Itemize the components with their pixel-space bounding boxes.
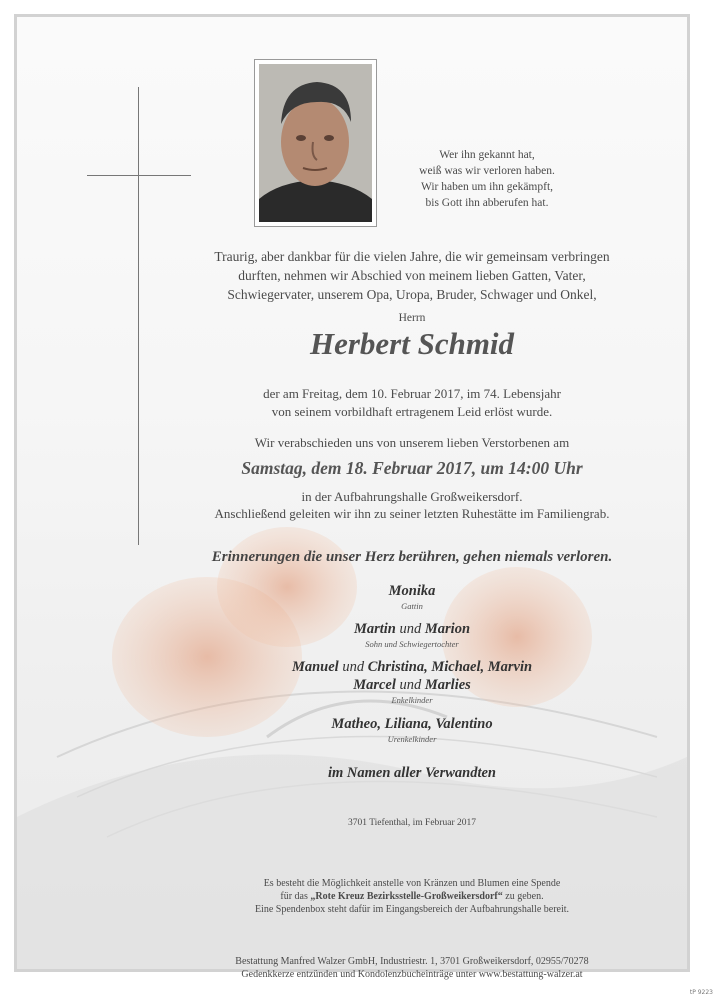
conjunction: und [399,621,422,637]
death-line: von seinem vorbildhaft ertragenem Leid erlöst wurde. [271,404,553,419]
place-and-date: 3701 Tiefenthal, im Februar 2017 [348,818,476,828]
conjunction: und [399,677,422,693]
death-line: der am Freitag, dem 10. Februar 2017, im 74. Lebensjahr [263,386,561,401]
obituary-frame [14,14,690,980]
donation-notice [167,877,657,916]
undertaker-info [167,955,657,981]
death-notice [167,385,657,421]
portrait-image [259,64,372,222]
donation-line: Es besteht die Möglichkeit anstelle von Kränzen und Blumen eine Spende [263,878,561,889]
mourner-name: Marion [424,621,471,637]
mourner-role: Sohn und Schwiegertochter [365,639,459,649]
place-line: Anschließend geleiten wir ihn zu seiner letzten Ruhestätte im Familiengrab. [214,506,610,521]
mourner-great-grandchildren: Matheo, Liliana, Valentino [331,716,493,732]
undertaker-line: Gedenkkerze entzünden und Kondolenzbucheinträge unter www.bestattung-walzer.at [241,969,583,980]
motto: Erinnerungen die unser Herz berühren, gehen niemals verloren. [211,549,613,565]
quote-line: bis Gott ihn abberufen hat. [425,197,549,209]
ceremony-date: Samstag, dem 18. Februar 2017, um 14:00 Uhr [241,458,583,478]
mourner-role: Enkelkinder [391,695,433,705]
quote-line: weiß was wir verloren haben. [419,165,555,177]
mourner-name: Martin [353,621,396,637]
mourner-spouse: Monika [388,583,436,599]
salutation: Herrn [398,312,426,324]
mourner-grandchildren-line2 [217,676,607,694]
mourner-name: Marlies [424,677,471,693]
mourner-children [217,620,607,638]
intro-text [167,247,657,304]
cross-horizontal-bar [87,175,191,176]
conjunction: und [342,659,365,675]
donation-recipient: „Rote Kreuz Bezirksstelle-Großweikersdorf“ [310,891,503,902]
donation-text: für das [280,891,311,902]
quote-line: Wir haben um ihn gekämpft, [420,181,554,193]
cross-vertical-bar [138,87,139,545]
donation-line [167,890,657,903]
mourner-role: Urenkelkinder [387,734,437,744]
mourner-name: Marcel [353,677,396,693]
mourner-name: Christina, Michael, Marvin [367,659,533,675]
intro-line: durften, nehmen wir Abschied von meinem lieben Gatten, Vater, [238,268,586,283]
farewell-text: Wir verabschieden uns von unserem lieben Verstorbenen am [254,435,570,450]
deceased-name: Herbert Schmid [309,326,515,361]
mourner-grandchildren-line1 [217,658,607,676]
portrait-photo [254,59,377,227]
undertaker-line: Bestattung Manfred Walzer GmbH, Industriestr. 1, 3701 Großweikersdorf, 02955/70278 [235,956,589,967]
place-line: in der Aufbahrungshalle Großweikersdorf. [301,489,523,504]
donation-text: zu geben. [502,891,544,902]
donation-line: Eine Spendenbox steht dafür im Eingangsbereich der Aufbahrungshalle bereit. [254,904,570,915]
intro-line: Schwiegervater, unserem Opa, Uropa, Bruder, Schwager und Onkel, [227,287,597,302]
quote [397,147,577,211]
document-code: tP 9223 [689,989,713,996]
mourner-name: Manuel [291,659,339,675]
intro-line: Traurig, aber dankbar für die vielen Jahre, die wir gemeinsam verbringen [214,249,610,264]
ceremony-place [167,488,657,522]
quote-line: Wer ihn gekannt hat, [439,149,535,161]
mourner-role: Gattin [401,601,423,611]
on-behalf-of-relatives: im Namen aller Verwandten [328,765,496,781]
